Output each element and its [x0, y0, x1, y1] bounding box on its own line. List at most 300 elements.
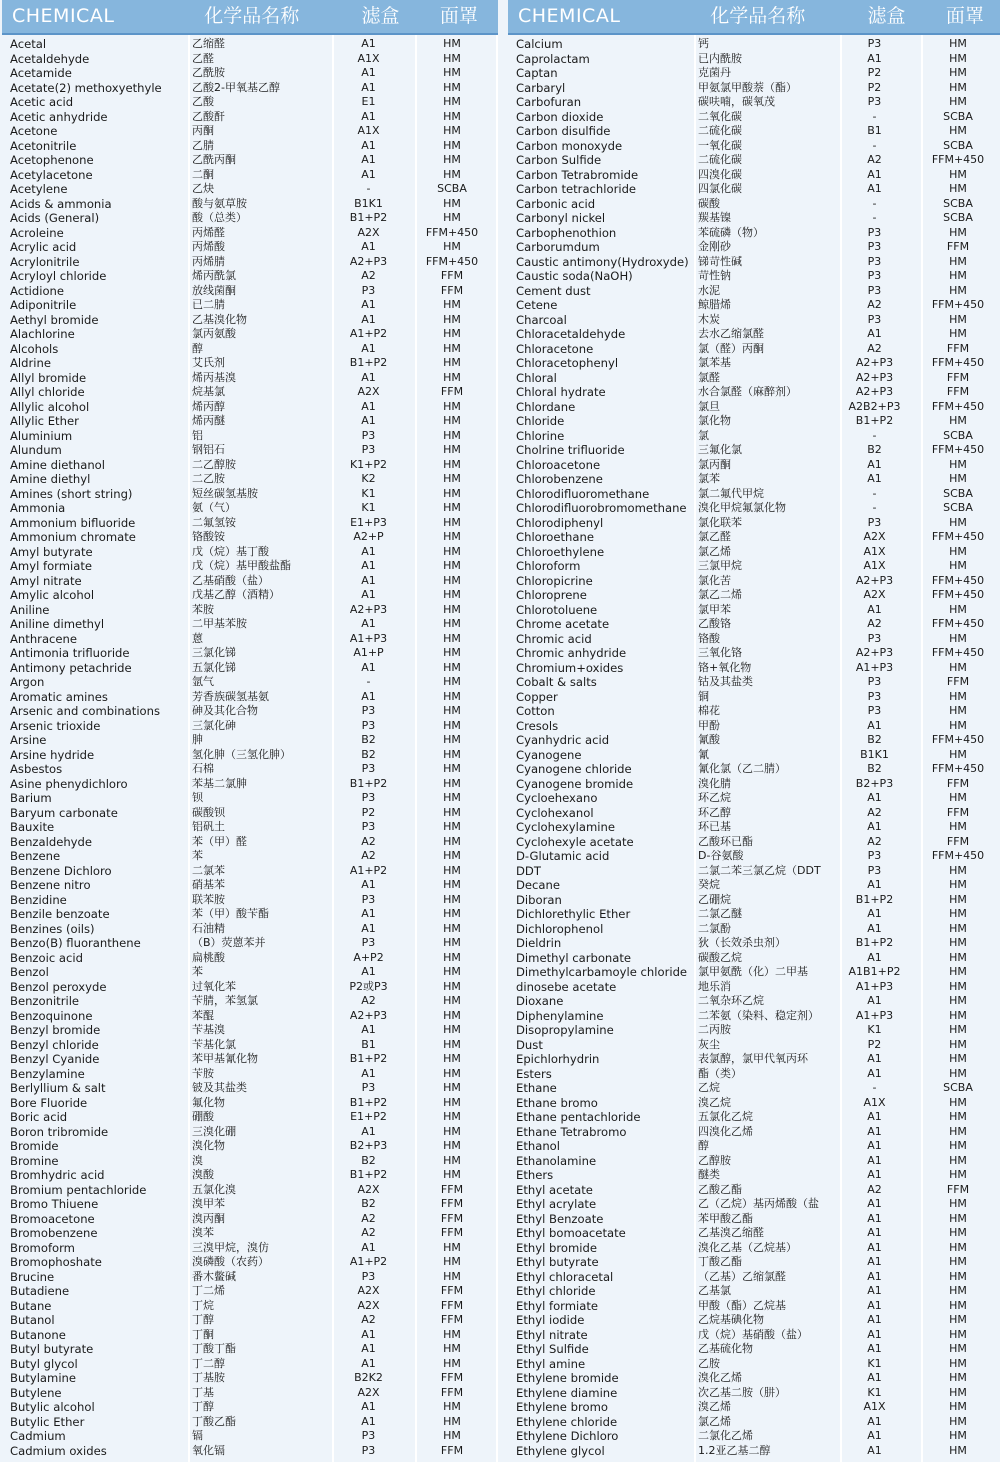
chemical-name: Bromophoshate: [10, 1255, 102, 1269]
filter-cartridge: K1: [867, 1023, 882, 1036]
filter-cartridge: P3: [867, 515, 882, 529]
chinese-name: 放线菌酮: [192, 283, 236, 297]
table-row: [2, 66, 498, 81]
chinese-name: 金刚砂: [698, 240, 731, 253]
mask-type: HM: [949, 1197, 967, 1210]
filter-cartridge: P3: [361, 443, 376, 456]
table-row: [2, 1357, 498, 1372]
table-row: [2, 1110, 498, 1125]
chemical-name: Ethylene glycol: [516, 1443, 605, 1458]
mask-type: HM: [949, 269, 967, 282]
table-row: [2, 182, 498, 197]
mask-type: FFM+450: [931, 762, 985, 775]
chemical-name: Esters: [516, 1066, 552, 1081]
table-row: [508, 791, 1000, 806]
table-row: [2, 110, 498, 125]
mask-type: HM: [443, 907, 461, 920]
chinese-name: 氢化胂（三氢化胂）: [192, 747, 291, 761]
filter-cartridge: P3: [867, 689, 882, 703]
chemical-name: Chromic acid: [516, 631, 592, 646]
filter-cartridge: A2+P3: [855, 356, 894, 369]
table-row: [508, 617, 1000, 632]
filter-cartridge: A1: [867, 718, 882, 732]
table-row: [508, 1110, 1000, 1125]
table-row: [2, 298, 498, 313]
table-row: [2, 704, 498, 719]
chemical-name: Cyclohexanol: [516, 805, 594, 820]
chinese-name: 碳酸乙烷: [698, 950, 742, 964]
filter-cartridge: A1: [867, 1313, 882, 1326]
chinese-name: 氯化联苯: [698, 515, 742, 529]
chinese-name: 乙酰丙酮: [192, 153, 236, 166]
mask-type: FFM+450: [931, 588, 985, 601]
table-row: [2, 1270, 498, 1285]
filter-cartridge: A2: [867, 834, 882, 848]
filter-cartridge: B1+P2: [349, 776, 388, 790]
chinese-name: 溴化物: [192, 1139, 225, 1152]
mask-type: HM: [443, 66, 461, 79]
chinese-name: 乙（乙烷）基丙烯酸（盐: [698, 1197, 819, 1210]
filter-cartridge: K1: [361, 486, 376, 500]
mask-type: HM: [949, 66, 967, 79]
chemical-name: Aniline: [10, 602, 50, 617]
chemical-name: Aluminium: [10, 428, 73, 443]
table-row: [2, 1038, 498, 1053]
filter-cartridge: A1: [867, 1414, 882, 1428]
chinese-name: 二苯氨（染料、稳定剂）: [698, 1008, 819, 1022]
chinese-name: 氩气: [192, 675, 214, 688]
chinese-name: 戊（烷）基甲酸盐酯: [192, 559, 291, 572]
table-row: [508, 153, 1000, 168]
chemical-name: Chlorodifluorobromomethane: [516, 501, 687, 515]
table-row: [508, 690, 1000, 705]
chinese-name: 环乙烷: [698, 791, 731, 804]
mask-type: HM: [949, 1052, 967, 1065]
chemical-name: Allyl bromide: [10, 370, 87, 385]
mask-type: HM: [443, 733, 461, 746]
filter-cartridge: A1: [361, 109, 376, 123]
mask-type: HM: [443, 559, 461, 572]
mask-type: HM: [443, 457, 461, 471]
chinese-name: 克菌丹: [698, 66, 731, 79]
mask-type: HM: [443, 109, 461, 123]
chemical-name: Carbon disulfide: [516, 124, 611, 138]
table-row: [2, 733, 498, 748]
filter-cartridge: A2: [867, 617, 882, 630]
mask-type: HM: [949, 892, 967, 906]
chemical-name: Butyl butyrate: [10, 1342, 94, 1356]
mask-type: FFM: [440, 269, 464, 282]
chemical-name: Arsine hydride: [10, 747, 95, 762]
filter-cartridge: P3: [867, 240, 882, 253]
filter-cartridge: A1: [361, 1327, 376, 1341]
chemical-name: Carbaryl: [516, 80, 566, 95]
chemical-name: Acryloyl chloride: [10, 269, 107, 283]
filter-cartridge: P3: [361, 283, 376, 297]
filter-cartridge: P3: [361, 1081, 376, 1094]
table-row: [2, 1168, 498, 1183]
mask-type: HM: [443, 327, 461, 340]
mask-type: HM: [949, 965, 967, 978]
chinese-name: 丁酸丁酯: [192, 1342, 236, 1355]
table-row: [2, 327, 498, 342]
chemical-name: Alachlorine: [10, 327, 75, 341]
mask-type: HM: [949, 907, 967, 920]
chemical-name: Ethylene bromo: [516, 1400, 608, 1414]
chinese-name: 钴及其盐类: [698, 675, 753, 688]
chinese-name: 苄胺: [192, 1066, 214, 1080]
mask-type: HM: [443, 1052, 461, 1065]
chinese-name: 氯苯: [698, 472, 720, 485]
mask-type: HM: [949, 559, 967, 572]
filter-cartridge: A1: [361, 1356, 376, 1370]
table-row: [2, 443, 498, 458]
filter-cartridge: A1: [867, 1298, 882, 1312]
chemical-name: Charcoal: [516, 312, 567, 327]
chemical-name: Bromobenzene: [10, 1226, 98, 1240]
mask-type: HM: [443, 51, 461, 65]
table-row: [2, 530, 498, 545]
chinese-name: 石油精: [192, 921, 225, 935]
chinese-name: 铜: [698, 689, 709, 703]
chinese-name: 二酮: [192, 167, 214, 181]
filter-cartridge: -: [366, 675, 371, 688]
chemical-name: Chloracetone: [516, 341, 594, 356]
chinese-name: 氯丙氨酸: [192, 327, 236, 340]
chinese-name: 二氧杂环乙烷: [698, 994, 764, 1007]
header-chinese-name: 化学品名称: [710, 5, 806, 27]
table-row: [508, 487, 1000, 502]
table-row: [2, 1226, 498, 1241]
filter-cartridge: P3: [361, 718, 376, 732]
mask-type: HM: [443, 1342, 461, 1355]
table-row: [2, 762, 498, 777]
mask-type: FFM: [946, 240, 970, 253]
table-row: [2, 472, 498, 487]
table-row: [508, 1328, 1000, 1343]
table-row: [508, 443, 1000, 458]
chemical-name: Amine diethyl: [10, 472, 91, 486]
filter-cartridge: -: [872, 138, 877, 152]
chemical-name: Bromide: [10, 1139, 59, 1153]
mask-type: HM: [443, 849, 461, 862]
table-row: [508, 907, 1000, 922]
filter-cartridge: A1: [867, 1342, 882, 1355]
chinese-name: 丙烯酸: [192, 240, 225, 253]
filter-cartridge: A1: [867, 1371, 882, 1384]
filter-cartridge: A2X: [357, 1385, 380, 1399]
filter-cartridge: A1: [867, 602, 882, 616]
chemical-name: Acroleine: [10, 225, 64, 240]
table-row: [508, 81, 1000, 96]
chemical-name: Amyl formiate: [10, 559, 93, 573]
chemical-name: Carbon monoxyde: [516, 138, 623, 153]
chinese-name: 一氧化碳: [698, 138, 742, 152]
filter-cartridge: P2: [867, 1037, 882, 1051]
filter-cartridge: A1+P3: [855, 1008, 894, 1022]
filter-cartridge: A1+P3: [855, 660, 894, 674]
filter-cartridge: A1: [361, 689, 376, 703]
mask-type: FFM: [946, 675, 970, 688]
table-row: [2, 385, 498, 400]
header-filter: 滤盒: [361, 5, 400, 27]
table-row: [2, 1299, 498, 1314]
filter-cartridge: A+P2: [353, 950, 384, 964]
mask-type: HM: [949, 1400, 967, 1413]
chemical-name: Acetylene: [10, 182, 68, 196]
chinese-name: 戊（烷）基丁酸: [192, 544, 269, 558]
mask-type: HM: [443, 1110, 461, 1123]
chemical-name: Cycloehexano: [516, 791, 598, 805]
mask-type: HM: [949, 1255, 967, 1268]
mask-type: HM: [443, 1168, 461, 1181]
table-row: [508, 1052, 1000, 1067]
filter-cartridge: B2: [867, 762, 882, 775]
mask-type: FFM: [440, 1284, 464, 1297]
mask-type: HM: [443, 486, 461, 500]
chemical-name: Chromic anhydride: [516, 646, 627, 660]
chinese-name: 水合氯醛（麻醉剂）: [698, 385, 797, 398]
filter-cartridge: A1: [867, 1197, 882, 1210]
filter-cartridge: A1: [867, 1255, 882, 1268]
table-row: [2, 1139, 498, 1154]
filter-cartridge: A2X: [357, 225, 380, 239]
mask-type: FFM+450: [931, 443, 985, 456]
chemical-name: Ethane Tetrabromo: [516, 1124, 627, 1139]
filter-cartridge: A1+P3: [855, 979, 894, 993]
table-row: [508, 922, 1000, 937]
table-row: [2, 936, 498, 951]
mask-type: HM: [443, 240, 461, 253]
chinese-name: 铬酸铵: [192, 530, 225, 543]
mask-type: HM: [443, 1095, 461, 1109]
filter-cartridge: P3: [867, 312, 882, 326]
filter-cartridge: -: [872, 1081, 877, 1094]
chemical-name: Caustic soda(NaOH): [516, 269, 633, 283]
chinese-name: 乙缩醛: [192, 37, 225, 50]
mask-type: FFM: [440, 1197, 464, 1210]
chemical-name: Acetaldehyde: [10, 51, 90, 66]
table-row: [508, 762, 1000, 777]
mask-type: HM: [443, 472, 461, 485]
left-table-body: [2, 37, 498, 1458]
filter-cartridge: A1: [867, 921, 882, 935]
mask-type: HM: [949, 1211, 967, 1225]
chinese-name: 碳酸: [698, 196, 720, 210]
table-row: [2, 893, 498, 908]
filter-cartridge: A2: [361, 1226, 376, 1239]
table-row: [508, 1023, 1000, 1038]
chemical-name: Bromo Thiuene: [10, 1197, 99, 1211]
chemical-name: Acetal: [10, 37, 47, 51]
chemical-name: Decane: [516, 878, 561, 892]
filter-cartridge: A1X: [357, 124, 380, 137]
filter-cartridge: A2X: [357, 1182, 380, 1196]
filter-cartridge: P3: [867, 254, 882, 268]
chinese-name: 氰: [698, 747, 709, 761]
mask-type: HM: [443, 704, 461, 717]
filter-cartridge: A1: [361, 588, 376, 601]
chinese-name: 过氧化苯: [192, 979, 236, 993]
mask-type: HM: [949, 1356, 967, 1370]
chinese-name: 1.2亚乙基二醇: [698, 1443, 771, 1457]
filter-cartridge: A1: [361, 544, 376, 558]
table-row: [2, 878, 498, 893]
chemical-name: Chlorobenzene: [516, 472, 603, 486]
chemical-name: Carbon Tetrabromide: [516, 167, 639, 182]
filter-cartridge: P2: [867, 66, 882, 79]
chemical-name: Carborumdum: [516, 240, 600, 254]
table-row: [508, 849, 1000, 864]
chinese-name: 灰尘: [698, 1037, 720, 1051]
table-row: [2, 922, 498, 937]
chinese-name: 钢铝石: [192, 443, 225, 456]
chemical-name: Cholrine trifluoride: [516, 443, 625, 457]
table-row: [508, 820, 1000, 835]
table-row: [508, 124, 1000, 139]
filter-cartridge: B2+P3: [855, 776, 894, 790]
chinese-name: 铝矾土: [192, 820, 225, 833]
filter-cartridge: E1+P3: [350, 515, 387, 529]
chemical-name: Cement dust: [516, 283, 591, 298]
chinese-name: 艾氏剂: [192, 356, 225, 369]
chinese-name: 丁基: [192, 1385, 214, 1399]
chemical-name: Asbestos: [10, 762, 63, 776]
chemical-name: Butyl glycol: [10, 1356, 78, 1371]
mask-type: HM: [443, 936, 461, 949]
table-row: [508, 472, 1000, 487]
table-row: [508, 603, 1000, 618]
chemical-name: Benzyl bromide: [10, 1023, 101, 1037]
table-row: [508, 1212, 1000, 1227]
mask-type: HM: [949, 283, 967, 297]
mask-type: HM: [949, 1110, 967, 1123]
chemical-name: Chromium+oxides: [516, 660, 624, 675]
mask-type: HM: [949, 1371, 967, 1384]
table-row: [2, 1096, 498, 1111]
chemical-name: Acetate(2) methoxyethyle: [10, 80, 162, 95]
chemical-name: dinosebe acetate: [516, 979, 617, 994]
filter-cartridge: P3: [867, 269, 882, 282]
table-row: [508, 704, 1000, 719]
chinese-name: 芳香族碳氢基氨: [192, 689, 269, 703]
mask-type: HM: [443, 312, 461, 326]
chemical-name: Ethylene Dichloro: [516, 1429, 619, 1443]
chemical-name: Ethyl formiate: [516, 1298, 599, 1313]
chemical-name: Alcohols: [10, 341, 59, 356]
filter-cartridge: A2X: [357, 1298, 380, 1312]
chemical-name: Chloroprene: [516, 588, 587, 602]
chemical-name: Captan: [516, 66, 558, 80]
header-mask: 面罩: [439, 5, 478, 27]
filter-cartridge: A1: [361, 240, 376, 253]
table-row: [508, 255, 1000, 270]
chemical-name: Ethyl iodide: [516, 1313, 585, 1327]
chemical-name: Anthracene: [10, 631, 78, 646]
chinese-name: 溴丙酮: [192, 1211, 225, 1225]
mask-type: HM: [443, 1008, 461, 1022]
filter-cartridge: A1+P2: [349, 863, 388, 877]
mask-type: HM: [949, 718, 967, 732]
filter-cartridge: A1: [361, 1414, 376, 1428]
mask-type: HM: [443, 1429, 461, 1442]
mask-type: HM: [443, 298, 461, 311]
chemical-name: Cyanhydric acid: [516, 733, 610, 747]
chinese-name: 乙酸: [192, 95, 214, 108]
filter-cartridge: A1: [867, 1429, 882, 1442]
filter-cartridge: A1: [867, 327, 882, 340]
table-row: [508, 1009, 1000, 1024]
chemical-name: Baryum carbonate: [10, 805, 118, 820]
filter-cartridge: A1: [361, 1400, 376, 1413]
filter-cartridge: A1: [361, 37, 376, 50]
chinese-name: 戊基乙醇（酒精）: [192, 588, 280, 601]
chemical-name: Dieldrin: [516, 936, 562, 950]
filter-cartridge: A2: [361, 834, 376, 848]
mask-type: HM: [949, 979, 967, 993]
chinese-name: 三氯化锑: [192, 646, 236, 659]
filter-cartridge: B2+P3: [349, 1139, 388, 1152]
filter-cartridge: A1+P2: [349, 1255, 388, 1268]
table-row: [2, 429, 498, 444]
chinese-name: 苯硫磷（物）: [698, 225, 764, 239]
table-row: [2, 632, 498, 647]
mask-type: HM: [949, 95, 967, 108]
chinese-name: 氨（气）: [192, 501, 236, 514]
chinese-name: 短丝碳氢基胺: [192, 486, 258, 500]
chemical-name: Arsenic trioxide: [10, 718, 101, 733]
table-row: [2, 269, 498, 284]
filter-cartridge: P3: [867, 283, 882, 297]
chemical-name: Bromium pentachloride: [10, 1182, 147, 1197]
chinese-name: 铬+氧化物: [698, 660, 752, 674]
mask-type: HM: [443, 501, 461, 514]
chemical-name: Cyanogene: [516, 747, 582, 762]
chemical-name: Chloropicrine: [516, 573, 593, 588]
filter-cartridge: A2: [867, 805, 882, 819]
chemical-name: Ethylene bromide: [516, 1371, 619, 1385]
chinese-name: 苯甲酸乙酯: [698, 1211, 753, 1225]
table-row: [508, 1241, 1000, 1256]
right-table-header: [508, 0, 1000, 35]
filter-cartridge: B1+P2: [855, 936, 894, 949]
table-row: [2, 1052, 498, 1067]
chemical-name: Bore Fluoride: [10, 1095, 88, 1110]
filter-cartridge: A1: [867, 1284, 882, 1297]
chinese-name: 三氯化砷: [192, 718, 236, 732]
table-row: [2, 1154, 498, 1169]
mask-type: FFM+450: [425, 225, 479, 239]
mask-type: HM: [949, 1414, 967, 1428]
filter-cartridge: A1: [867, 1327, 882, 1341]
chinese-name: 醇: [698, 1139, 709, 1152]
chemical-name: Dichlorethylic Ether: [516, 907, 631, 921]
chinese-name: 扁桃酸: [192, 950, 225, 964]
chinese-name: 四溴化乙烯: [698, 1124, 753, 1138]
mask-type: HM: [949, 660, 967, 674]
header-chinese-name: 化学品名称: [204, 5, 300, 27]
filter-cartridge: -: [366, 182, 371, 195]
chemical-name: Chloroform: [516, 559, 581, 573]
table-row: [508, 1357, 1000, 1372]
table-row: [508, 197, 1000, 212]
filter-cartridge: A1: [867, 1240, 882, 1254]
chinese-name: 氟化物: [192, 1095, 225, 1109]
mask-type: HM: [949, 1153, 967, 1167]
chemical-name: Butanol: [10, 1313, 55, 1327]
chinese-name: 钡: [192, 791, 203, 804]
chemical-name: Ethyl chloracetal: [516, 1269, 614, 1284]
